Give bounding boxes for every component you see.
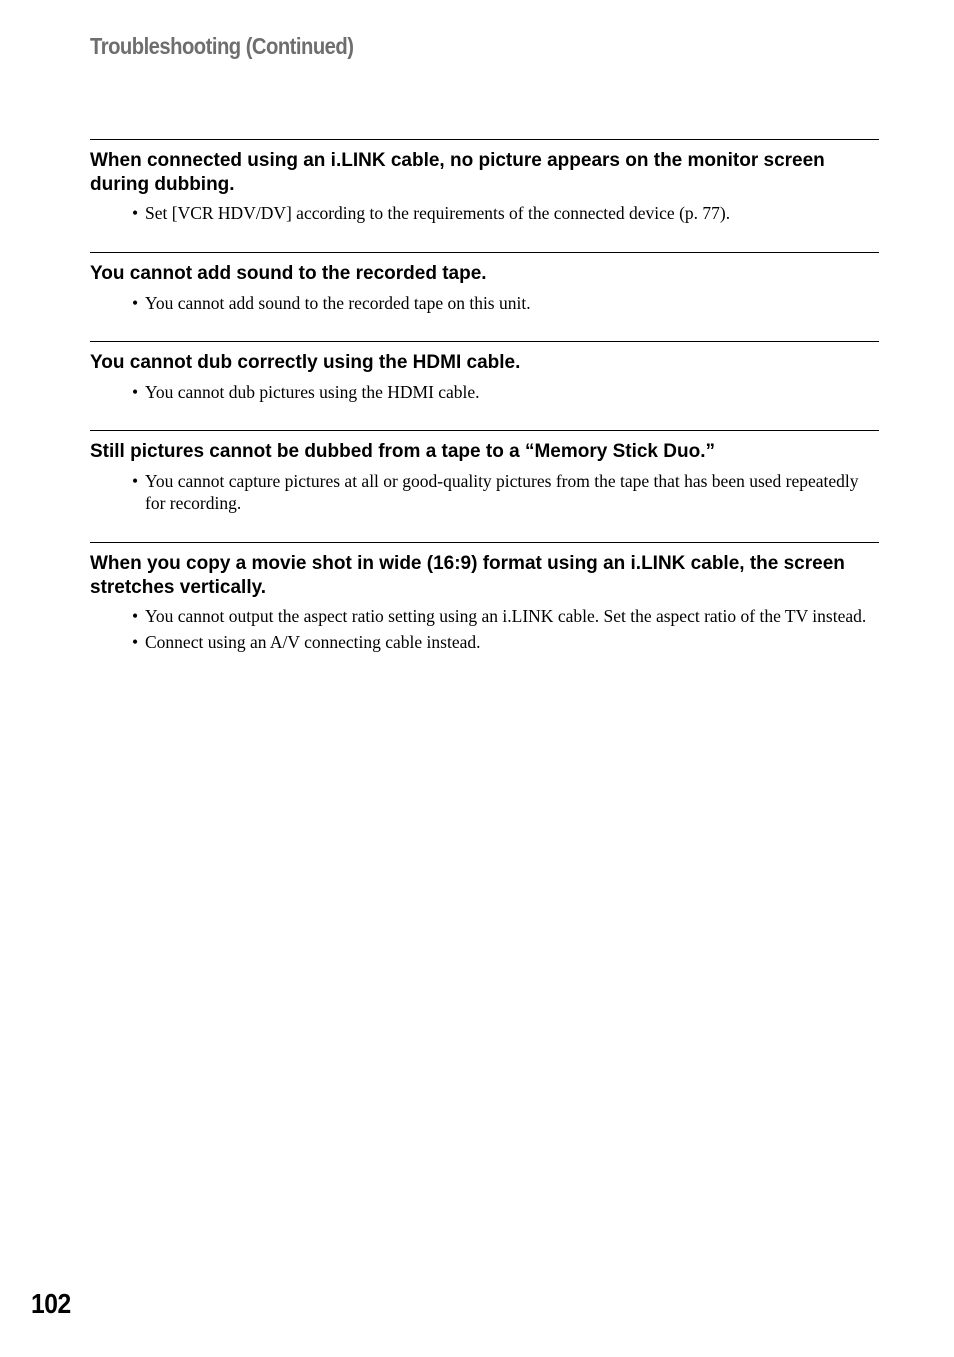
troubleshooting-section [90, 542, 879, 693]
list-item [90, 381, 879, 403]
section-heading: When you copy a movie shot in wide (16:9) format using an i.LINK cable, the screen stretches vertically. [90, 553, 845, 598]
section-heading: You cannot dub correctly using the HDMI cable. [90, 352, 521, 373]
bullet-icon: • [132, 632, 139, 652]
section-heading: When connected using an i.LINK cable, no picture appears on the monitor screen during dubbing. [90, 150, 825, 195]
bullet-icon: • [132, 381, 139, 402]
list-item [90, 631, 879, 653]
bullet-list [90, 286, 879, 314]
bullet-text: Set [VCR HDV/DV] according to the requirements of the connected device (p. 77). [145, 203, 731, 223]
bullet-text: You cannot add sound to the recorded tape on this unit. [145, 292, 531, 313]
list-item [90, 470, 879, 514]
bullet-icon: • [132, 203, 139, 223]
bullet-list [90, 599, 879, 653]
bullet-icon: • [132, 292, 139, 313]
bullet-text: You cannot output the aspect ratio setting using an i.LINK cable. Set the aspect ratio of the TV instead. [145, 606, 867, 626]
troubleshooting-section [90, 252, 879, 341]
troubleshooting-content [90, 139, 879, 693]
bullet-list [90, 375, 879, 403]
bullet-text: You cannot dub pictures using the HDMI cable. [145, 381, 480, 402]
bullet-list [90, 196, 879, 224]
page-header: Troubleshooting (Continued) [90, 33, 354, 59]
list-item [90, 605, 879, 627]
bullet-text: You cannot capture pictures at all or good-quality pictures from the tape that has been used repeatedly for recording. [145, 470, 859, 513]
bullet-icon: • [132, 470, 139, 491]
bullet-list [90, 464, 879, 514]
list-item [90, 202, 879, 224]
troubleshooting-section [90, 341, 879, 430]
troubleshooting-section [90, 139, 879, 252]
bullet-text: Connect using an A/V connecting cable instead. [145, 632, 481, 652]
page-number: 102 [31, 1288, 71, 1319]
troubleshooting-section [90, 430, 879, 542]
section-heading: You cannot add sound to the recorded tape. [90, 263, 487, 284]
section-heading: Still pictures cannot be dubbed from a tape to a “Memory Stick Duo.” [90, 441, 715, 462]
bullet-icon: • [132, 606, 139, 626]
list-item [90, 292, 879, 314]
